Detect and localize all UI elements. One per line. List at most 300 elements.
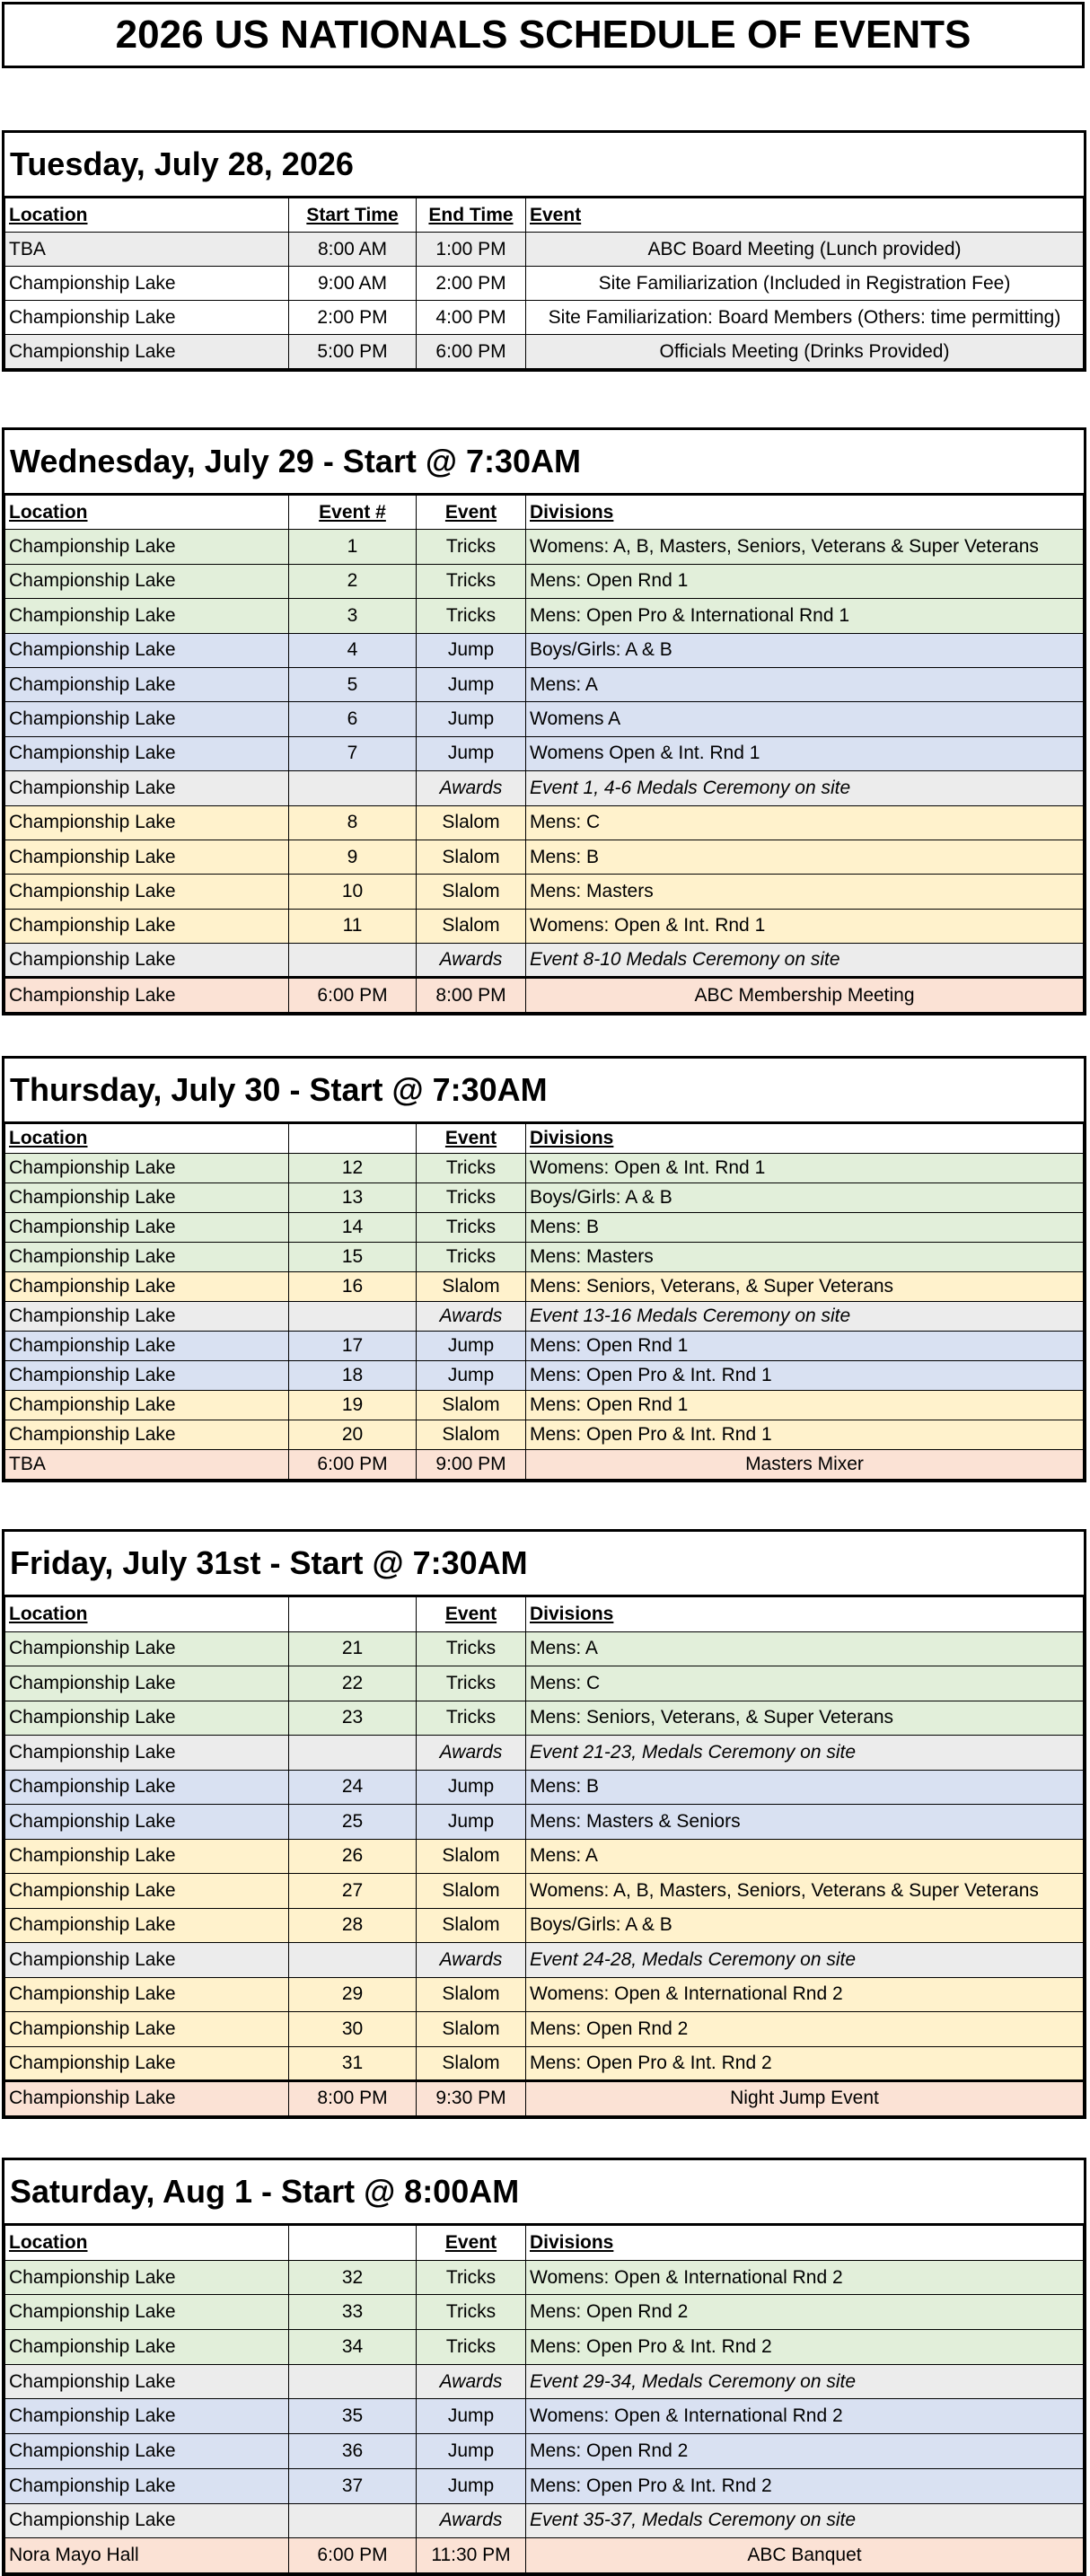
table-row	[5, 1154, 1084, 1183]
divisions-cell: Masters Mixer	[526, 1450, 1084, 1480]
event-number-cell: 31	[289, 2046, 417, 2081]
table-row	[5, 1361, 1084, 1391]
table-row	[5, 978, 1084, 1012]
location-cell: Championship Lake	[5, 1332, 289, 1361]
location-cell: Championship Lake	[5, 1183, 289, 1213]
table-row	[5, 2012, 1084, 2047]
location-cell: Nora Mayo Hall	[5, 2538, 289, 2573]
table-row	[5, 2260, 1084, 2295]
divisions-cell: Event 35-37, Medals Ceremony on site	[526, 2503, 1084, 2538]
divisions-cell: Event 24-28, Medals Ceremony on site	[526, 1943, 1084, 1978]
event-number-cell: 1	[289, 530, 417, 564]
divisions-cell: Womens Open & Int. Rnd 1	[526, 736, 1084, 770]
event-number-cell: 23	[289, 1701, 417, 1736]
event-type-cell: Slalom	[417, 1908, 526, 1943]
divisions-cell: Site Familiarization (Included in Registration Fee)	[526, 267, 1084, 301]
event-type-cell: Jump	[417, 667, 526, 701]
divisions-cell: Mens: Open Pro & Int. Rnd 2	[526, 2468, 1084, 2503]
event-number-cell	[289, 944, 417, 978]
event-type-cell: Slalom	[417, 909, 526, 943]
event-number-cell: 21	[289, 1631, 417, 1666]
header-location: Location	[5, 496, 289, 530]
schedule-table	[4, 198, 1084, 369]
location-cell: Championship Lake	[5, 1302, 289, 1332]
header-location: Location	[5, 2226, 289, 2261]
table-row	[5, 1805, 1084, 1840]
table-row	[5, 599, 1084, 633]
table-header-row	[5, 1597, 1084, 1632]
table-row	[5, 1839, 1084, 1874]
event-type-cell: Slalom	[417, 875, 526, 909]
event-number-cell: 18	[289, 1361, 417, 1391]
table-row	[5, 1736, 1084, 1771]
header-col3: Event	[417, 1597, 526, 1632]
event-type-cell: Awards	[417, 1943, 526, 1978]
divisions-cell: Mens: C	[526, 1666, 1084, 1701]
event-type-cell: Jump	[417, 2434, 526, 2469]
location-cell: Championship Lake	[5, 530, 289, 564]
event-number-cell: 6:00 PM	[289, 2538, 417, 2573]
header-col2: Event #	[289, 496, 417, 530]
day-heading: Friday, July 31st - Start @ 7:30AM	[4, 1532, 1084, 1596]
table-row	[5, 2399, 1084, 2434]
event-number-cell: 25	[289, 1805, 417, 1840]
table-row	[5, 633, 1084, 667]
event-number-cell: 8:00 PM	[289, 2081, 417, 2116]
divisions-cell: Mens: Seniors, Veterans, & Super Veterans	[526, 1272, 1084, 1302]
table-row	[5, 1943, 1084, 1978]
event-number-cell	[289, 1943, 417, 1978]
table-row	[5, 771, 1084, 805]
divisions-cell: Mens: A	[526, 1631, 1084, 1666]
table-row	[5, 233, 1084, 267]
divisions-cell: Site Familiarization: Board Members (Others: time permitting)	[526, 301, 1084, 335]
event-number-cell: 5	[289, 667, 417, 701]
table-row	[5, 2295, 1084, 2330]
event-number-cell: 26	[289, 1839, 417, 1874]
table-row	[5, 944, 1084, 978]
divisions-cell: Boys/Girls: A & B	[526, 1908, 1084, 1943]
event-number-cell: 10	[289, 875, 417, 909]
divisions-cell: Mens: Masters & Seniors	[526, 1805, 1084, 1840]
divisions-cell: Event 1, 4-6 Medals Ceremony on site	[526, 771, 1084, 805]
table-row	[5, 1391, 1084, 1420]
event-number-cell: 9	[289, 840, 417, 874]
event-type-cell: Tricks	[417, 1666, 526, 1701]
divisions-cell: Mens: Seniors, Veterans, & Super Veterans	[526, 1701, 1084, 1736]
location-cell: Championship Lake	[5, 736, 289, 770]
event-number-cell: 13	[289, 1183, 417, 1213]
divisions-cell: ABC Banquet	[526, 2538, 1084, 2573]
day-section-wednesday	[2, 427, 1086, 1015]
table-row	[5, 267, 1084, 301]
event-number-cell: 27	[289, 1874, 417, 1909]
event-type-cell: Slalom	[417, 1874, 526, 1909]
event-type-cell: Tricks	[417, 1213, 526, 1243]
event-number-cell: 11	[289, 909, 417, 943]
day-heading: Wednesday, July 29 - Start @ 7:30AM	[4, 430, 1084, 495]
event-number-cell: 6	[289, 702, 417, 736]
event-type-cell: Jump	[417, 633, 526, 667]
schedule-table	[4, 2225, 1084, 2573]
table-row	[5, 2434, 1084, 2469]
table-row	[5, 1631, 1084, 1666]
header-col3: End Time	[417, 198, 526, 233]
header-col3: Event	[417, 2226, 526, 2261]
event-type-cell: Tricks	[417, 1183, 526, 1213]
location-cell: Championship Lake	[5, 2295, 289, 2330]
table-row	[5, 1272, 1084, 1302]
location-cell: Championship Lake	[5, 944, 289, 978]
location-cell: Championship Lake	[5, 301, 289, 335]
table-row	[5, 1701, 1084, 1736]
divisions-cell: Boys/Girls: A & B	[526, 1183, 1084, 1213]
divisions-cell: Womens: Open & International Rnd 2	[526, 2260, 1084, 2295]
event-number-cell: 12	[289, 1154, 417, 1183]
event-type-cell: Awards	[417, 1736, 526, 1771]
location-cell: TBA	[5, 1450, 289, 1480]
location-cell: Championship Lake	[5, 599, 289, 633]
table-row	[5, 840, 1084, 874]
table-row	[5, 736, 1084, 770]
event-number-cell: 14	[289, 1213, 417, 1243]
event-number-cell: 8:00 AM	[289, 233, 417, 267]
divisions-cell: Mens: Open Pro & Int. Rnd 2	[526, 2046, 1084, 2081]
location-cell: Championship Lake	[5, 2434, 289, 2469]
location-cell: TBA	[5, 233, 289, 267]
location-cell: Championship Lake	[5, 667, 289, 701]
event-number-cell	[289, 1736, 417, 1771]
table-row	[5, 909, 1084, 943]
event-type-cell: Slalom	[417, 1977, 526, 2012]
location-cell: Championship Lake	[5, 1770, 289, 1805]
event-number-cell: 33	[289, 2295, 417, 2330]
location-cell: Championship Lake	[5, 2503, 289, 2538]
event-type-cell: Slalom	[417, 840, 526, 874]
day-heading: Thursday, July 30 - Start @ 7:30AM	[4, 1059, 1084, 1123]
location-cell: Championship Lake	[5, 978, 289, 1012]
event-type-cell: Slalom	[417, 1272, 526, 1302]
header-col3: Event	[417, 1124, 526, 1154]
event-type-cell: 2:00 PM	[417, 267, 526, 301]
location-cell: Championship Lake	[5, 1736, 289, 1771]
table-row	[5, 805, 1084, 840]
table-row	[5, 2330, 1084, 2365]
location-cell: Championship Lake	[5, 1213, 289, 1243]
divisions-cell: Mens: B	[526, 1213, 1084, 1243]
event-number-cell: 15	[289, 1243, 417, 1272]
table-row	[5, 1243, 1084, 1272]
divisions-cell: Officials Meeting (Drinks Provided)	[526, 335, 1084, 369]
event-number-cell: 35	[289, 2399, 417, 2434]
event-type-cell: Jump	[417, 1361, 526, 1391]
event-type-cell: Jump	[417, 1770, 526, 1805]
divisions-cell: Mens: Open Rnd 1	[526, 1391, 1084, 1420]
event-type-cell: Slalom	[417, 2012, 526, 2047]
table-row	[5, 2503, 1084, 2538]
event-number-cell: 29	[289, 1977, 417, 2012]
event-number-cell: 37	[289, 2468, 417, 2503]
divisions-cell: Mens: Open Pro & Int. Rnd 2	[526, 2330, 1084, 2365]
event-number-cell: 17	[289, 1332, 417, 1361]
table-header-row	[5, 2226, 1084, 2261]
table-row	[5, 1213, 1084, 1243]
table-row	[5, 2468, 1084, 2503]
table-header-row	[5, 198, 1084, 233]
event-number-cell	[289, 2364, 417, 2399]
header-col2	[289, 2226, 417, 2261]
event-type-cell: Awards	[417, 771, 526, 805]
event-number-cell: 32	[289, 2260, 417, 2295]
divisions-cell: ABC Membership Meeting	[526, 978, 1084, 1012]
header-col4: Divisions	[526, 2226, 1084, 2261]
divisions-cell: Mens: A	[526, 667, 1084, 701]
header-location: Location	[5, 1124, 289, 1154]
event-type-cell: Tricks	[417, 2295, 526, 2330]
location-cell: Championship Lake	[5, 267, 289, 301]
location-cell: Championship Lake	[5, 2468, 289, 2503]
divisions-cell: Womens: A, B, Masters, Seniors, Veterans & Super Veterans	[526, 1874, 1084, 1909]
event-number-cell: 36	[289, 2434, 417, 2469]
event-type-cell: Tricks	[417, 1243, 526, 1272]
event-number-cell: 4	[289, 633, 417, 667]
table-row	[5, 1977, 1084, 2012]
divisions-cell: Womens: Open & Int. Rnd 1	[526, 909, 1084, 943]
event-number-cell	[289, 771, 417, 805]
divisions-cell: Event 13-16 Medals Ceremony on site	[526, 1302, 1084, 1332]
table-row	[5, 301, 1084, 335]
table-row	[5, 530, 1084, 564]
location-cell: Championship Lake	[5, 2046, 289, 2081]
location-cell: Championship Lake	[5, 875, 289, 909]
event-type-cell: Awards	[417, 1302, 526, 1332]
event-number-cell	[289, 1302, 417, 1332]
header-col4: Divisions	[526, 1124, 1084, 1154]
location-cell: Championship Lake	[5, 771, 289, 805]
divisions-cell: Womens: Open & International Rnd 2	[526, 2399, 1084, 2434]
event-type-cell: Slalom	[417, 1839, 526, 1874]
divisions-cell: Night Jump Event	[526, 2081, 1084, 2116]
event-type-cell: Jump	[417, 2399, 526, 2434]
event-number-cell: 6:00 PM	[289, 1450, 417, 1480]
divisions-cell: Mens: Open Pro & Int. Rnd 1	[526, 1361, 1084, 1391]
event-type-cell: Jump	[417, 1805, 526, 1840]
table-row	[5, 667, 1084, 701]
location-cell: Championship Lake	[5, 2330, 289, 2365]
table-row	[5, 1666, 1084, 1701]
day-section-thursday	[2, 1056, 1086, 1482]
divisions-cell: Mens: Open Rnd 2	[526, 2295, 1084, 2330]
location-cell: Championship Lake	[5, 1391, 289, 1420]
day-heading: Saturday, Aug 1 - Start @ 8:00AM	[4, 2160, 1084, 2225]
event-number-cell: 7	[289, 736, 417, 770]
table-header-row	[5, 1124, 1084, 1154]
event-type-cell: Tricks	[417, 599, 526, 633]
event-type-cell: Tricks	[417, 1701, 526, 1736]
location-cell: Championship Lake	[5, 1631, 289, 1666]
header-col2: Start Time	[289, 198, 417, 233]
event-type-cell: Tricks	[417, 2330, 526, 2365]
event-type-cell: Jump	[417, 702, 526, 736]
table-row	[5, 2538, 1084, 2573]
event-number-cell: 34	[289, 2330, 417, 2365]
event-number-cell: 20	[289, 1420, 417, 1450]
event-type-cell: Slalom	[417, 1391, 526, 1420]
header-col4: Event	[526, 198, 1084, 233]
divisions-cell: Mens: Open Pro & International Rnd 1	[526, 599, 1084, 633]
table-row	[5, 1908, 1084, 1943]
divisions-cell: Mens: B	[526, 1770, 1084, 1805]
divisions-cell: Mens: Open Rnd 2	[526, 2434, 1084, 2469]
location-cell: Championship Lake	[5, 1943, 289, 1978]
location-cell: Championship Lake	[5, 1243, 289, 1272]
schedule-table	[4, 495, 1084, 1013]
location-cell: Championship Lake	[5, 1908, 289, 1943]
event-number-cell: 24	[289, 1770, 417, 1805]
header-col2	[289, 1597, 417, 1632]
location-cell: Championship Lake	[5, 909, 289, 943]
event-number-cell: 3	[289, 599, 417, 633]
header-col4: Divisions	[526, 496, 1084, 530]
divisions-cell: Event 21-23, Medals Ceremony on site	[526, 1736, 1084, 1771]
event-type-cell: Slalom	[417, 2046, 526, 2081]
event-number-cell: 8	[289, 805, 417, 840]
event-number-cell: 30	[289, 2012, 417, 2047]
location-cell: Championship Lake	[5, 2399, 289, 2434]
event-type-cell: Jump	[417, 736, 526, 770]
location-cell: Championship Lake	[5, 2364, 289, 2399]
divisions-cell: Mens: A	[526, 1839, 1084, 1874]
divisions-cell: Mens: Open Rnd 1	[526, 564, 1084, 598]
table-row	[5, 702, 1084, 736]
event-number-cell: 22	[289, 1666, 417, 1701]
location-cell: Championship Lake	[5, 633, 289, 667]
table-row	[5, 1420, 1084, 1450]
location-cell: Championship Lake	[5, 1839, 289, 1874]
header-col4: Divisions	[526, 1597, 1084, 1632]
event-number-cell: 19	[289, 1391, 417, 1420]
event-type-cell: 6:00 PM	[417, 335, 526, 369]
schedule-table	[4, 1596, 1084, 2116]
header-location: Location	[5, 198, 289, 233]
table-row	[5, 2364, 1084, 2399]
event-number-cell: 2	[289, 564, 417, 598]
location-cell: Championship Lake	[5, 335, 289, 369]
divisions-cell: Womens: A, B, Masters, Seniors, Veterans & Super Veterans	[526, 530, 1084, 564]
divisions-cell: Mens: Masters	[526, 875, 1084, 909]
day-heading: Tuesday, July 28, 2026	[4, 133, 1084, 198]
divisions-cell: Mens: Open Rnd 1	[526, 1332, 1084, 1361]
location-cell: Championship Lake	[5, 1154, 289, 1183]
event-type-cell: Jump	[417, 2468, 526, 2503]
event-type-cell: Awards	[417, 2503, 526, 2538]
location-cell: Championship Lake	[5, 840, 289, 874]
header-col3: Event	[417, 496, 526, 530]
event-type-cell: Awards	[417, 944, 526, 978]
event-type-cell: Tricks	[417, 2260, 526, 2295]
table-header-row	[5, 496, 1084, 530]
table-row	[5, 2081, 1084, 2116]
location-cell: Championship Lake	[5, 1666, 289, 1701]
divisions-cell: Womens: Open & Int. Rnd 1	[526, 1154, 1084, 1183]
divisions-cell: Mens: Masters	[526, 1243, 1084, 1272]
table-row	[5, 2046, 1084, 2081]
location-cell: Championship Lake	[5, 1272, 289, 1302]
table-row	[5, 1770, 1084, 1805]
divisions-cell: Mens: Open Pro & Int. Rnd 1	[526, 1420, 1084, 1450]
header-location: Location	[5, 1597, 289, 1632]
event-type-cell: Slalom	[417, 805, 526, 840]
event-type-cell: Awards	[417, 2364, 526, 2399]
location-cell: Championship Lake	[5, 1805, 289, 1840]
location-cell: Championship Lake	[5, 702, 289, 736]
event-number-cell: 9:00 AM	[289, 267, 417, 301]
location-cell: Championship Lake	[5, 1977, 289, 2012]
day-section-saturday	[2, 2158, 1086, 2576]
event-type-cell: 9:30 PM	[417, 2081, 526, 2116]
event-type-cell: 11:30 PM	[417, 2538, 526, 2573]
divisions-cell: Boys/Girls: A & B	[526, 633, 1084, 667]
event-number-cell	[289, 2503, 417, 2538]
table-row	[5, 1332, 1084, 1361]
divisions-cell: ABC Board Meeting (Lunch provided)	[526, 233, 1084, 267]
schedule-table	[4, 1123, 1084, 1480]
location-cell: Championship Lake	[5, 2081, 289, 2116]
divisions-cell: Event 29-34, Medals Ceremony on site	[526, 2364, 1084, 2399]
header-col2	[289, 1124, 417, 1154]
event-number-cell: 6:00 PM	[289, 978, 417, 1012]
event-number-cell: 28	[289, 1908, 417, 1943]
event-type-cell: Tricks	[417, 1154, 526, 1183]
table-row	[5, 1874, 1084, 1909]
divisions-cell: Mens: C	[526, 805, 1084, 840]
location-cell: Championship Lake	[5, 805, 289, 840]
event-number-cell: 5:00 PM	[289, 335, 417, 369]
table-row	[5, 564, 1084, 598]
event-number-cell: 2:00 PM	[289, 301, 417, 335]
event-type-cell: Slalom	[417, 1420, 526, 1450]
location-cell: Championship Lake	[5, 564, 289, 598]
table-row	[5, 1450, 1084, 1480]
divisions-cell: Mens: Open Rnd 2	[526, 2012, 1084, 2047]
location-cell: Championship Lake	[5, 1420, 289, 1450]
divisions-cell: Womens: Open & International Rnd 2	[526, 1977, 1084, 2012]
day-section-friday	[2, 1529, 1086, 2119]
event-type-cell: Tricks	[417, 530, 526, 564]
event-type-cell: Tricks	[417, 1631, 526, 1666]
event-type-cell: Jump	[417, 1332, 526, 1361]
location-cell: Championship Lake	[5, 1361, 289, 1391]
page-title: 2026 US NATIONALS SCHEDULE OF EVENTS	[2, 2, 1085, 68]
event-type-cell: 4:00 PM	[417, 301, 526, 335]
event-type-cell: 1:00 PM	[417, 233, 526, 267]
day-section-tuesday	[2, 130, 1086, 372]
table-row	[5, 1183, 1084, 1213]
location-cell: Championship Lake	[5, 2260, 289, 2295]
location-cell: Championship Lake	[5, 1701, 289, 1736]
event-type-cell: 9:00 PM	[417, 1450, 526, 1480]
location-cell: Championship Lake	[5, 1874, 289, 1909]
divisions-cell: Event 8-10 Medals Ceremony on site	[526, 944, 1084, 978]
event-type-cell: Tricks	[417, 564, 526, 598]
event-number-cell: 16	[289, 1272, 417, 1302]
table-row	[5, 335, 1084, 369]
divisions-cell: Mens: B	[526, 840, 1084, 874]
location-cell: Championship Lake	[5, 2012, 289, 2047]
event-type-cell: 8:00 PM	[417, 978, 526, 1012]
divisions-cell: Womens A	[526, 702, 1084, 736]
table-row	[5, 1302, 1084, 1332]
